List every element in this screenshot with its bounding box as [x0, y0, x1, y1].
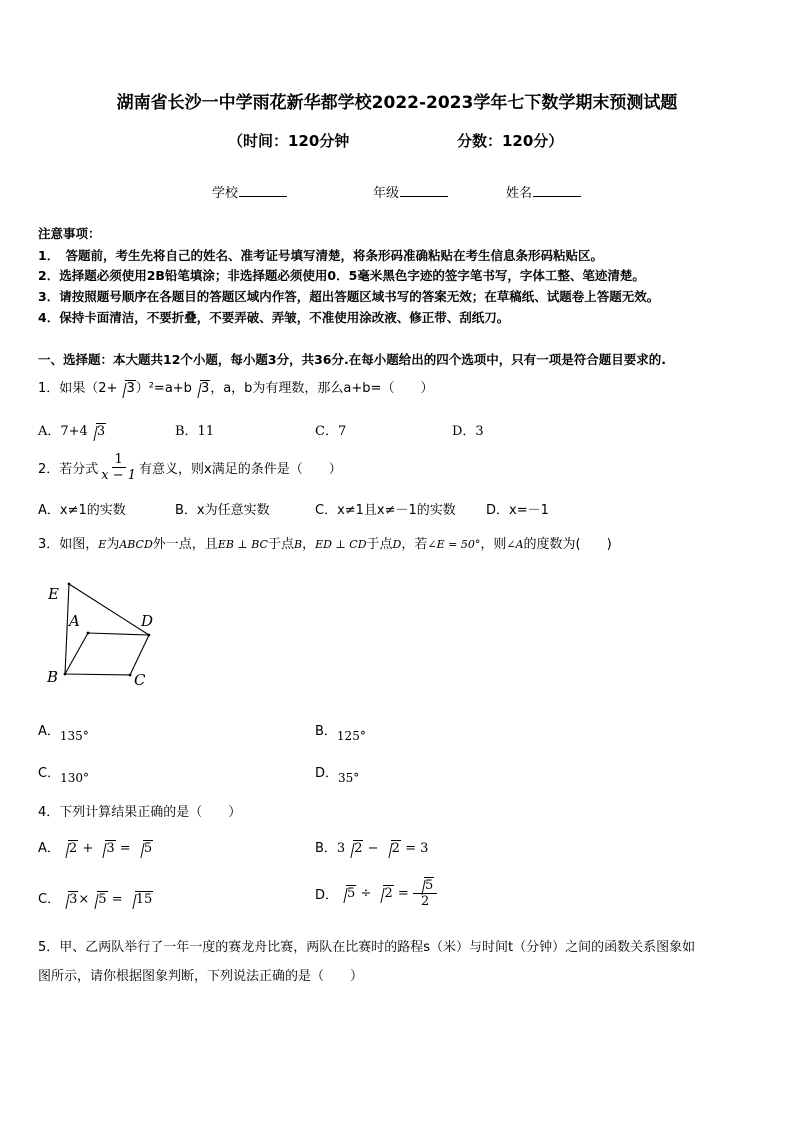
q4-option-b[interactable]: B．3 2 − 2 = 3	[315, 841, 429, 856]
question-5-line-1: 5．甲、乙两队举行了一年一度的赛龙舟比赛，两队在比赛时的路程s（米）与时间t（分钟）之间的函数关系图象如	[38, 940, 696, 955]
q4-option-c[interactable]: C． 3× 5 = 15	[38, 892, 153, 907]
name-label: 姓名	[506, 186, 533, 201]
q4-option-a[interactable]: A． 2 + 3 = 5	[38, 841, 153, 856]
q2-fraction: $\frac{1}{x - 1}$	[101, 452, 137, 483]
q2-option-d[interactable]: D．x=－1	[486, 503, 549, 518]
section-heading: 一、选择题：本大题共12个小题，每小题3分，共36分.在每小题给出的四个选项中，只有一项是符合题目要求的.	[38, 352, 666, 367]
q2-option-a[interactable]: A．x≠1的实数	[38, 503, 126, 518]
q1-option-d[interactable]: D．3	[452, 424, 484, 439]
exam-time: （时间：120分钟	[228, 132, 350, 150]
question-2: 2．若分式 $\frac{1}{x - 1}$ 有意义，则x满足的条件是（ ）	[38, 452, 342, 483]
q1-option-b[interactable]: B．11	[175, 424, 215, 439]
question-5-line-2: 图所示，请你根据图象判断，下列说法正确的是（ ）	[38, 969, 364, 984]
q3-option-d[interactable]: D．35°	[315, 766, 360, 785]
label-d: D	[141, 612, 154, 630]
line-ad	[88, 633, 149, 635]
exam-score: 分数：120分）	[457, 132, 564, 150]
q1-option-c[interactable]: C．7	[315, 424, 347, 439]
q2-option-b[interactable]: B．x为任意实数	[175, 503, 270, 518]
note-item-3: 3．请按照题号顺序在各题目的答题区域内作答，超出答题区域书写的答案无效；在草稿纸、试题卷上答题无效。	[38, 289, 660, 304]
grade-label: 年级	[373, 186, 400, 201]
line-ed	[69, 584, 149, 635]
q2-option-c[interactable]: C．x≠1且x≠－1的实数	[315, 503, 456, 518]
label-e: E	[48, 585, 59, 603]
q4-option-d[interactable]: D． 5 ÷ 2 = $\frac{5}{2}$	[315, 878, 437, 909]
grade-field[interactable]	[373, 182, 448, 201]
q3-option-a[interactable]: A．135°	[38, 724, 89, 743]
q3-option-c[interactable]: C．130°	[38, 766, 89, 785]
question-4: 4．下列计算结果正确的是（ ）	[38, 805, 242, 820]
notes-heading: 注意事项：	[38, 226, 101, 241]
question-3: 3．如图，E为ABCD外一点，且EB ⊥ BC于点B，ED ⊥ CD于点D，若∠E = 50°，则∠A的度数为( )	[38, 537, 612, 552]
question-1: 1．如果（2+ 3）²=a+b 3，a，b为有理数，那么a+b=（ ）	[38, 381, 434, 396]
school-label: 学校	[212, 186, 239, 201]
name-field[interactable]	[506, 182, 581, 201]
label-c: C	[134, 671, 146, 689]
line-ba	[65, 633, 88, 674]
note-item-4: 4．保持卡面清洁，不要折叠，不要弄破、弄皱，不准使用涂改液、修正带、刮纸刀。	[38, 310, 510, 325]
page-title: 湖南省长沙一中学雨花新华都学校2022-2023学年七下数学期末预测试题	[116, 93, 678, 113]
label-a: A	[69, 612, 80, 630]
label-b: B	[47, 668, 59, 686]
q3-figure	[40, 578, 170, 693]
note-item-2: 2．选择题必须使用2B铅笔填涂；非选择题必须使用0．5毫米黑色字迹的签字笔书写，字体工整、笔迹清楚。	[38, 268, 645, 283]
note-item-1: 1． 答题前，考生先将自己的姓名、准考证号填写清楚，将条形码准确粘贴在考生信息条形码粘贴区。	[38, 248, 603, 263]
line-cb	[65, 674, 130, 675]
line-dc	[130, 635, 149, 675]
q3-option-b[interactable]: B．125°	[315, 724, 366, 743]
school-field[interactable]	[212, 182, 287, 201]
q1-option-a[interactable]: A．7+4 3	[38, 424, 106, 439]
